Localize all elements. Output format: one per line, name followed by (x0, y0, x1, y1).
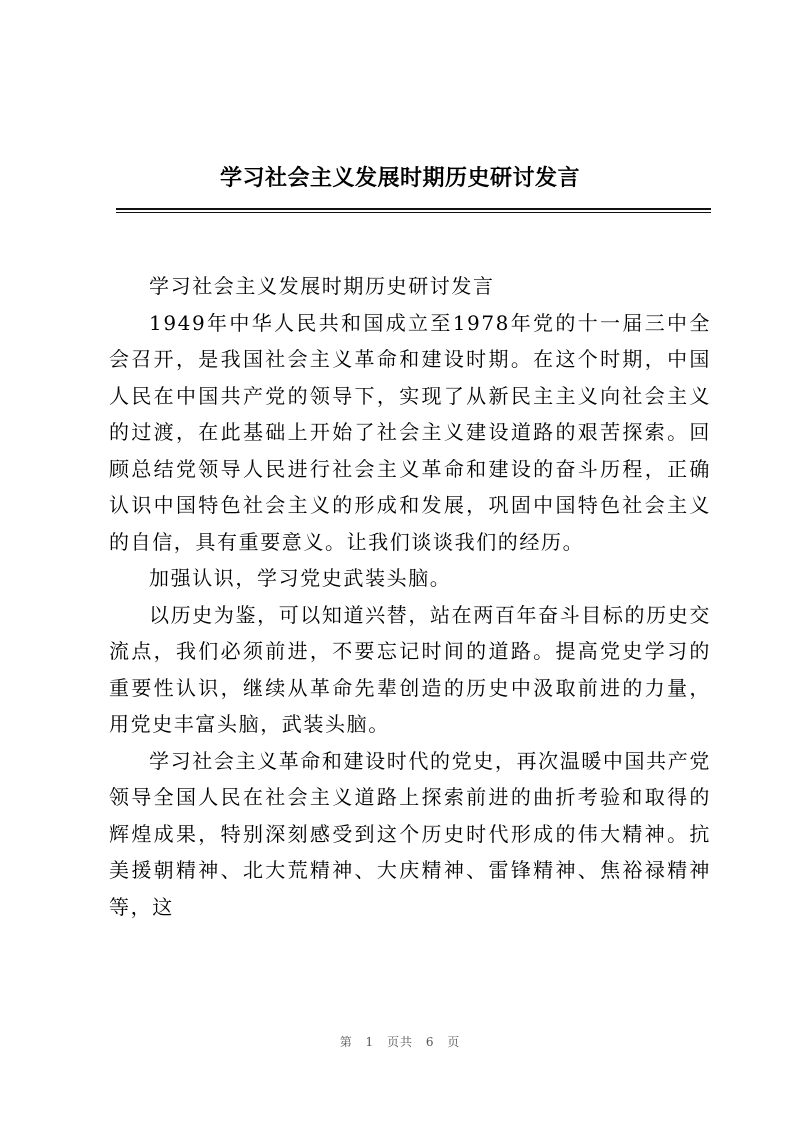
document-title: 学习社会主义发展时期历史研讨发言 (219, 165, 580, 191)
document-body (109, 268, 711, 925)
paragraph-intro: 1949年中华人民共和国成立至1978年党的十一届三中全会召开，是我国社会主义革命和建设时期。在这个时期，中国人民在中国共产党的领导下，实现了从新民主主义向社会主义的过渡，在此基础上开始了社会主义建设道路的艰苦探索。回顾总结党领导人民进行社会主义革命和建设的奋斗历程，正确认识中国特色社会主义的形成和发展，巩固中国特色社会主义的自信，具有重要意义。让我们谈谈我们的经历。 (109, 310, 711, 554)
title-divider (116, 208, 711, 213)
page-number-footer: 第 1 页共 6 页 (339, 1035, 461, 1049)
paragraph-spirit: 学习社会主义革命和建设时代的党史，再次温暖中国共产党领导全国人民在社会主义道路上探索前进的曲折考验和取得的辉煌成果，特别深刻感受到这个历史时代形成的伟大精神。抗美援朝精神、北大荒精神、大庆精神、雷锋精神、焦裕禄精神等，这 (109, 748, 711, 919)
paragraph-heading: 学习社会主义发展时期历史研讨发言 (149, 274, 495, 298)
paragraph-section-heading: 加强认识，学习党史武装头脑。 (149, 566, 452, 590)
paragraph-history: 以历史为鉴，可以知道兴替，站在两百年奋斗目标的历史交流点，我们必须前进，不要忘记时间的道路。提高党史学习的重要性认识，继续从革命先辈创造的历史中汲取前进的力量，用党史丰富头脑，武装头脑。 (109, 602, 711, 736)
